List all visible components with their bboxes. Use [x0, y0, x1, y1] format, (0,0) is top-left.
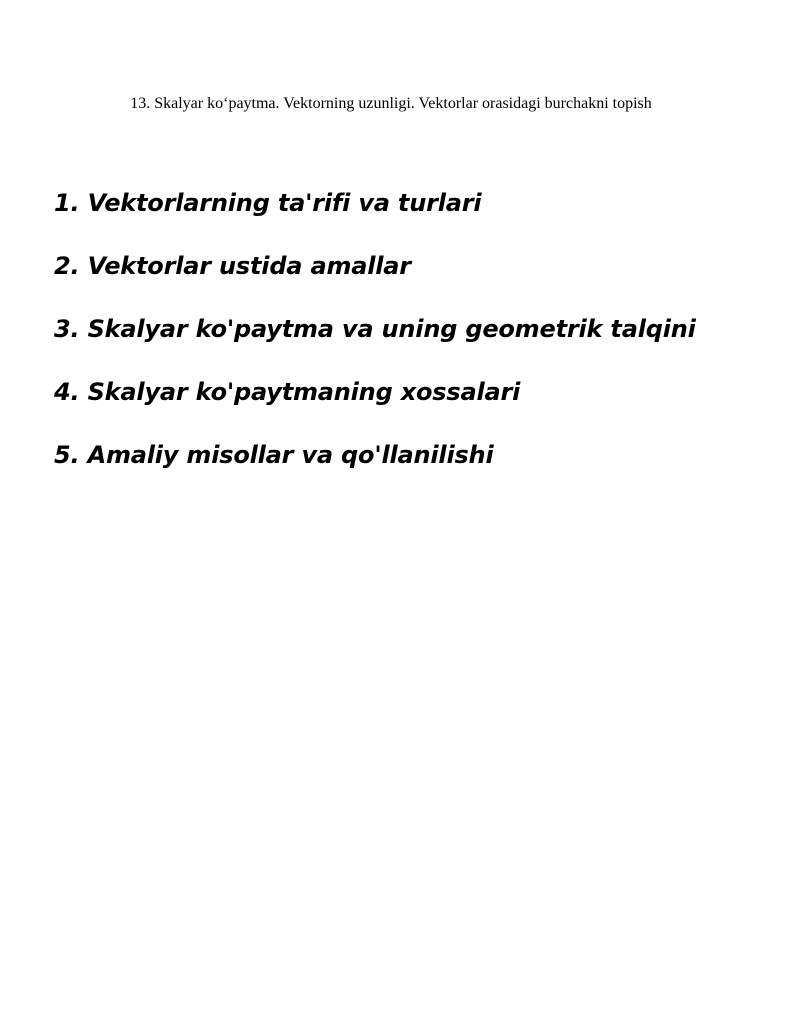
outline-item-2: 2. Vektorlar ustida amallar	[54, 252, 411, 280]
outline-list	[54, 187, 696, 502]
outline-item-1: 1. Vektorlarning ta'rifi va turlari	[54, 189, 482, 217]
document-title: 13. Skalyar ko‘paytma. Vektorning uzunligi. Vektorlar orasidagi burchakni topish	[130, 95, 652, 112]
outline-item-4: 4. Skalyar ko'paytmaning xossalari	[54, 378, 521, 406]
outline-item-3: 3. Skalyar ko'paytma va uning geometrik talqini	[54, 315, 696, 343]
outline-item-5: 5. Amaliy misollar va qo'llanilishi	[54, 441, 494, 469]
